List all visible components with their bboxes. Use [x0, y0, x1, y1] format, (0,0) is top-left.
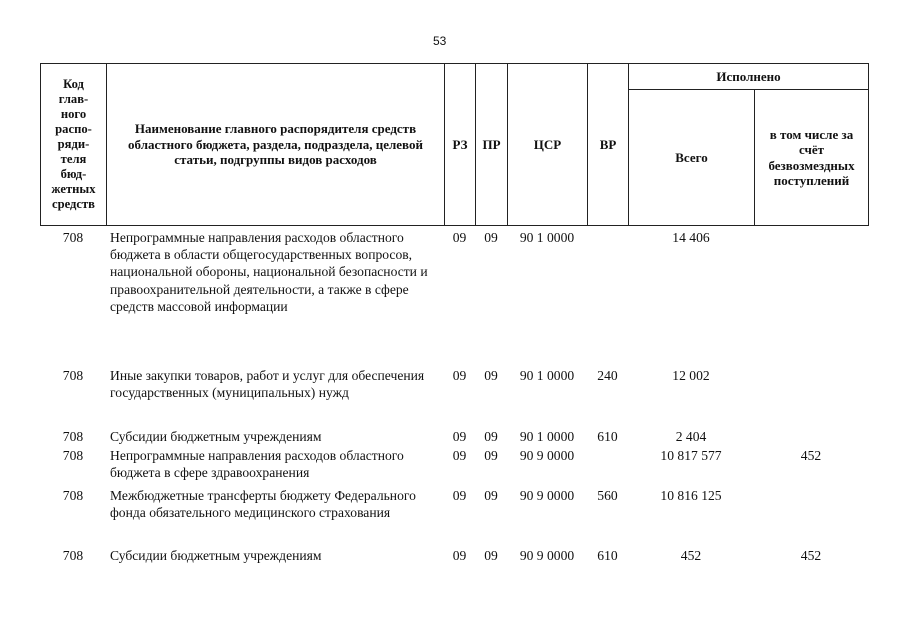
cell-vr: [587, 447, 628, 487]
cell-pr: 09: [484, 230, 498, 245]
header-executed: Исполнено: [629, 64, 869, 90]
cell-gratuitous: [754, 428, 868, 447]
cell-name: Иные закупки товаров, работ и услуг для обеспечения государственных (муниципальных) нужд: [110, 368, 425, 401]
cell-code: 708: [62, 448, 84, 463]
cell-name: Субсидии бюджетным учреждениям: [110, 429, 322, 444]
cell-code: 708: [62, 230, 84, 245]
cell-total: 10 816 125: [660, 488, 722, 503]
table-body: [40, 229, 868, 567]
header-csr: ЦСР: [508, 64, 588, 226]
cell-csr: 90 1 0000: [519, 429, 575, 444]
table-row: [40, 547, 868, 567]
cell-code: 708: [62, 548, 84, 563]
cell-pr: 09: [484, 448, 498, 463]
cell-name: Субсидии бюджетным учреждениям: [110, 548, 322, 563]
cell-vr: 610: [597, 548, 618, 563]
cell-vr: [587, 229, 628, 367]
header-code: Код глав-ного распо-ряди-теля бюд-жетных средств: [41, 64, 107, 226]
cell-total: 10 817 577: [660, 448, 722, 463]
table-header: [40, 63, 869, 226]
table-row: [40, 229, 868, 367]
page-number: 53: [433, 34, 447, 48]
cell-gratuitous: 452: [800, 448, 822, 463]
cell-rz: 09: [452, 368, 467, 383]
cell-csr: 90 9 0000: [519, 548, 575, 563]
cell-total: 14 406: [672, 230, 710, 245]
cell-gratuitous: 452: [800, 548, 822, 563]
header-gratuitous: в том числе за счёт безвозмездных поступлений: [755, 90, 869, 226]
cell-pr: 09: [484, 368, 498, 383]
cell-rz: 09: [452, 448, 467, 463]
table-row: [40, 447, 868, 487]
cell-csr: 90 1 0000: [519, 368, 575, 383]
header-vr: ВР: [588, 64, 629, 226]
cell-name: Межбюджетные трансферты бюджету Федерального фонда обязательного медицинского страхования: [110, 488, 416, 521]
table-row: [40, 367, 868, 428]
cell-total: 2 404: [675, 429, 707, 444]
cell-rz: 09: [452, 548, 467, 563]
cell-csr: 90 1 0000: [519, 230, 575, 245]
cell-pr: 09: [484, 488, 498, 503]
cell-name: Непрограммные направления расходов областного бюджета в сфере здравоохранения: [110, 448, 404, 481]
header-rz: РЗ: [445, 64, 476, 226]
table-row: [40, 487, 868, 547]
cell-total: 12 002: [672, 368, 710, 383]
cell-csr: 90 9 0000: [519, 448, 575, 463]
cell-pr: 09: [484, 429, 498, 444]
cell-gratuitous: [754, 367, 868, 428]
header-name: Наименование главного распорядителя средств областного бюджета, раздела, подраздела, целевой статьи, подгруппы видов расходов: [107, 64, 445, 226]
cell-rz: 09: [452, 488, 467, 503]
cell-code: 708: [62, 429, 84, 444]
cell-total: 452: [680, 548, 702, 563]
cell-gratuitous: [754, 229, 868, 367]
cell-code: 708: [62, 368, 84, 383]
cell-csr: 90 9 0000: [519, 488, 575, 503]
cell-pr: 09: [484, 548, 498, 563]
cell-vr: 560: [597, 488, 618, 503]
cell-rz: 09: [452, 429, 467, 444]
cell-vr: 240: [597, 368, 618, 383]
header-pr: ПР: [476, 64, 508, 226]
cell-gratuitous: [754, 487, 868, 547]
cell-vr: 610: [597, 429, 618, 444]
cell-code: 708: [62, 488, 84, 503]
cell-name: Непрограммные направления расходов областного бюджета в области общегосударственных вопросов, национальной обороны, национальной безопасности и правоохранительной деятельности, а также в сфере средств массовой информации: [110, 230, 428, 314]
cell-rz: 09: [452, 230, 467, 245]
table-row: [40, 428, 868, 447]
header-total: Всего: [629, 90, 755, 226]
